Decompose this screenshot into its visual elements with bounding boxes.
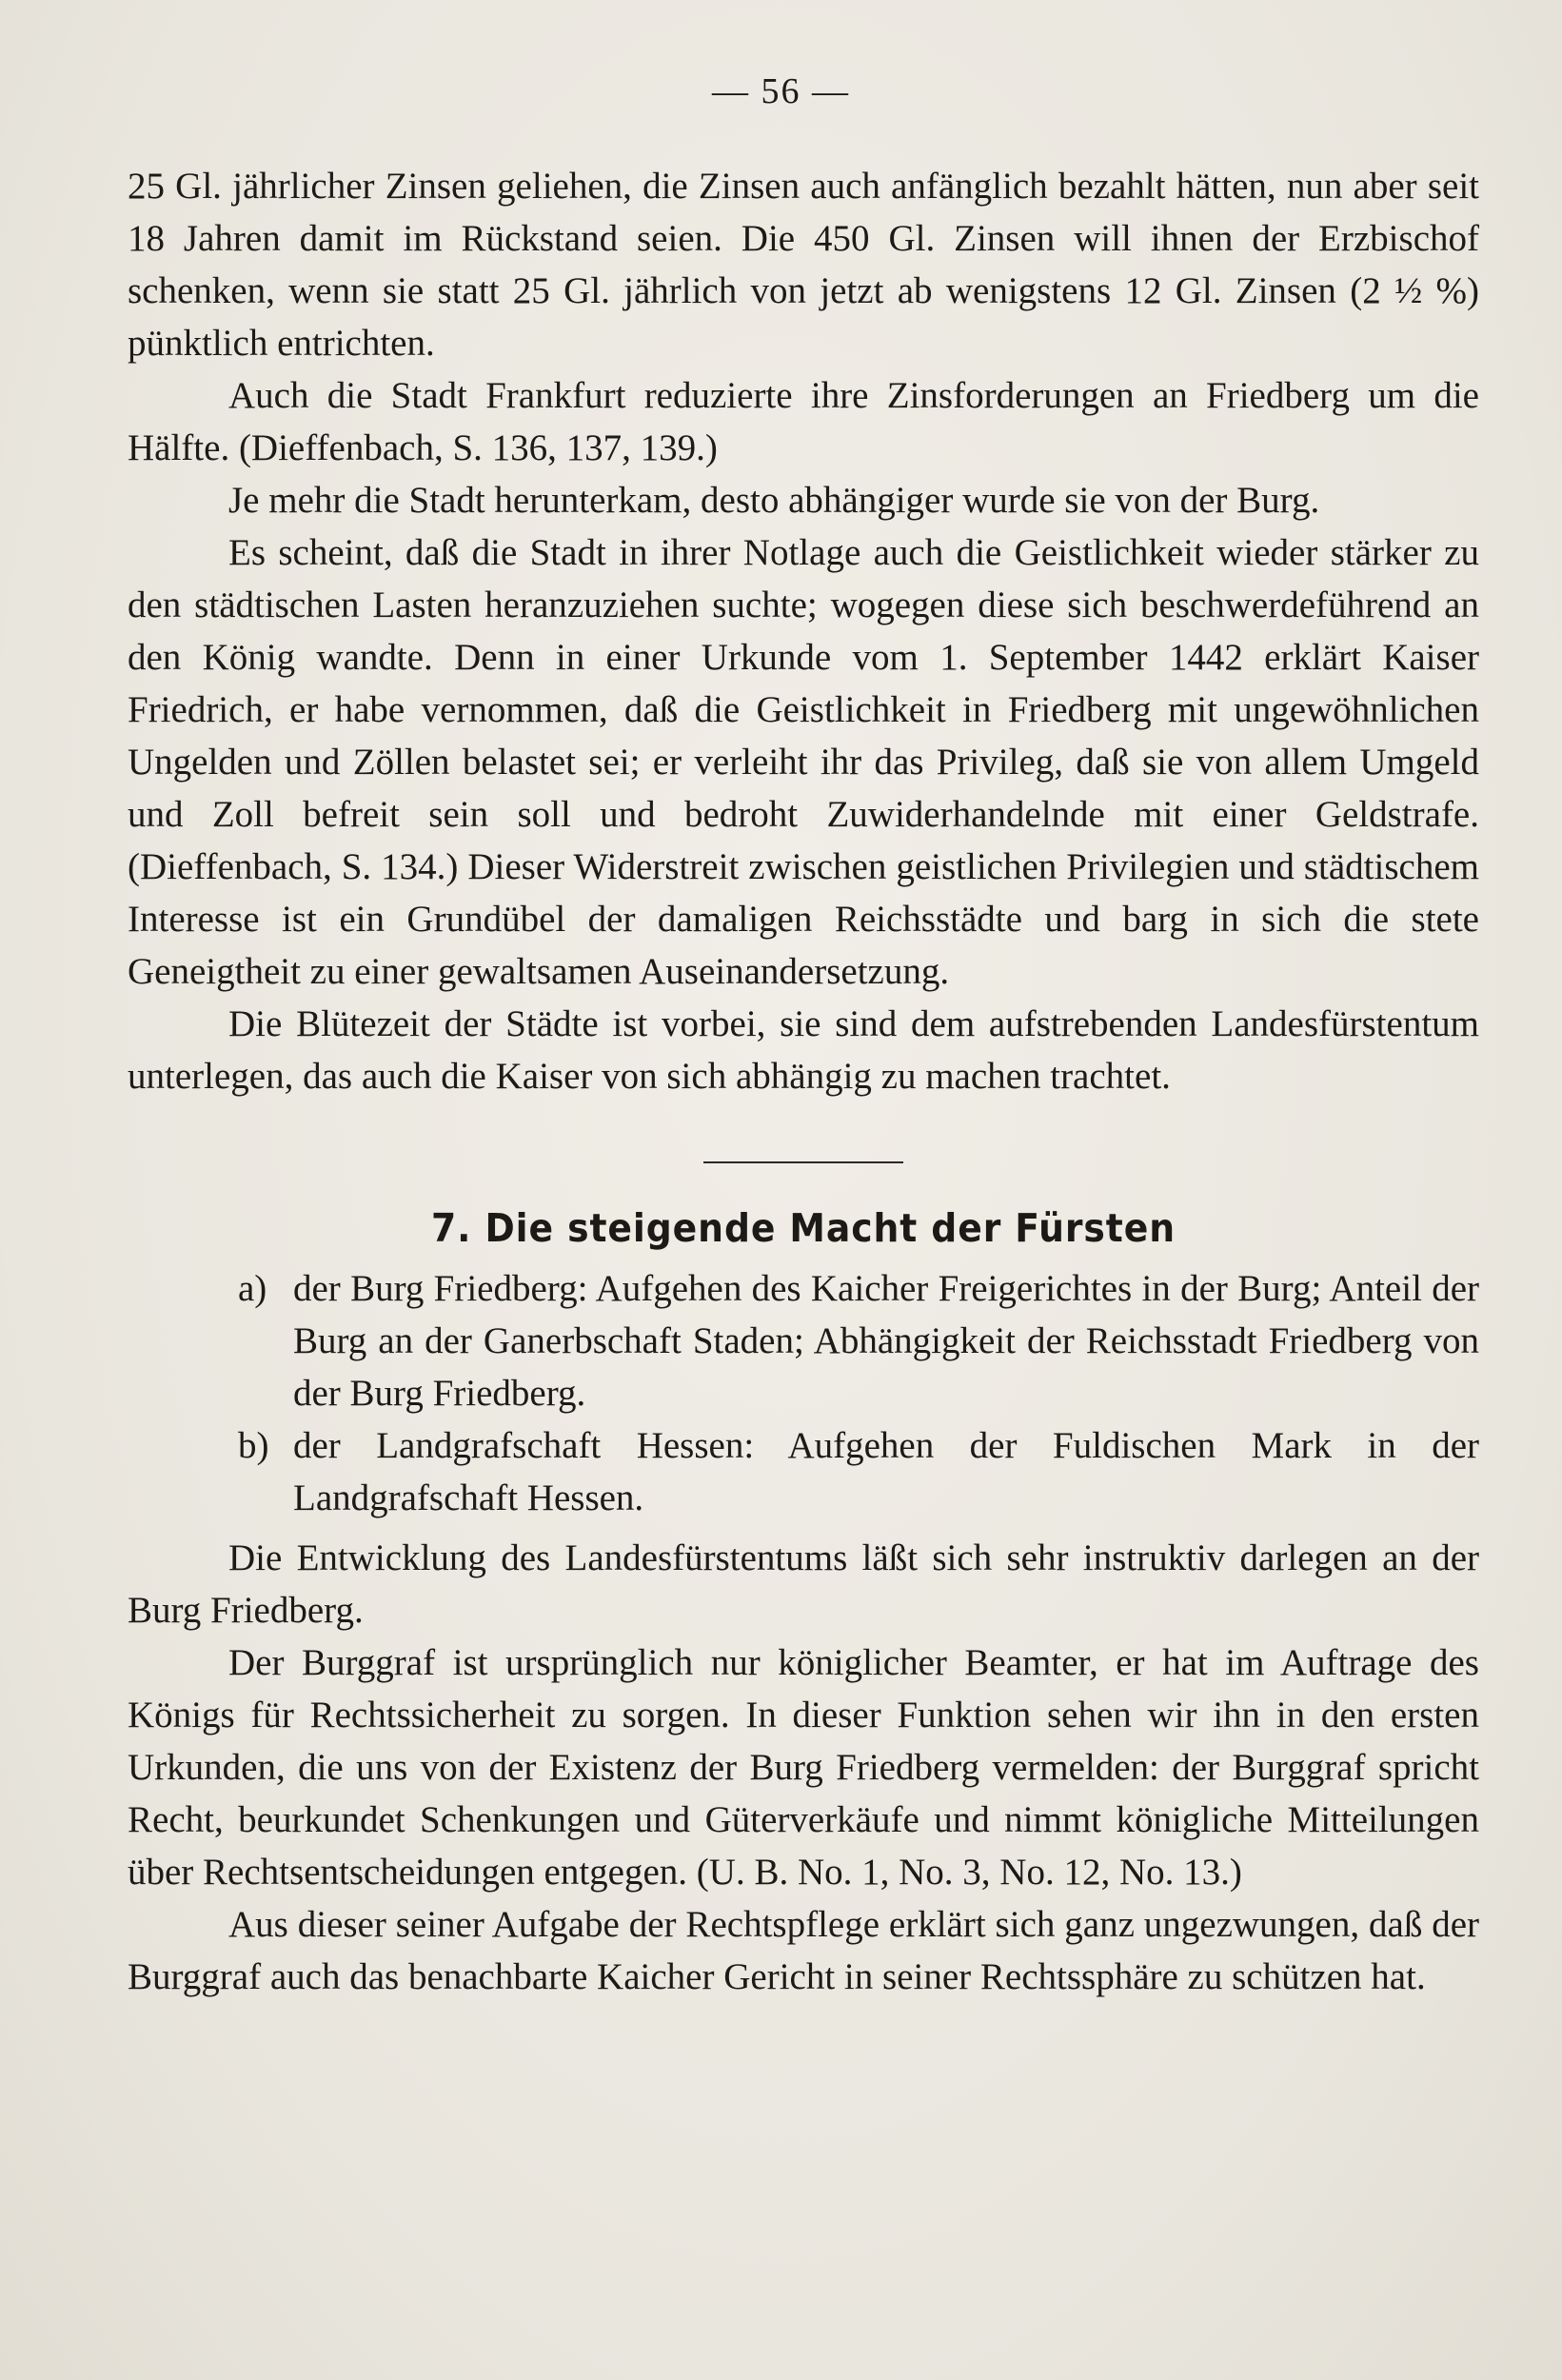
list-marker: b) <box>238 1425 269 1466</box>
section-heading: 7. Die steigende Macht der Fürsten <box>430 1205 1176 1251</box>
spacer <box>128 1524 1479 1532</box>
list-item-b <box>238 1419 1479 1524</box>
paragraph: Auch die Stadt Frankfurt reduzierte ihre Zinsforderungen an Friedberg um die Hälfte. (Dieffenbach, S. 136, 137, 139.) <box>128 375 1479 468</box>
list-item-text: der Burg Friedberg: Aufgehen des Kaicher Freigerichtes in der Burg; Anteil der Burg an der Ganerbschaft Staden; Abhängigkeit der Reichsstadt Friedberg von der Burg Friedberg. <box>293 1268 1479 1414</box>
page-number: — 56 — <box>712 71 850 111</box>
paragraph: Je mehr die Stadt herunterkam, desto abhängiger wurde sie von der Burg. <box>228 480 1320 521</box>
list-item-a <box>238 1262 1479 1419</box>
section-divider <box>703 1161 903 1163</box>
paragraph: 25 Gl. jährlicher Zinsen geliehen, die Zinsen auch anfänglich bezahlt hätten, nun aber seit 18 Jahren damit im Rückstand seien. Die 450 Gl. Zinsen will ihnen der Erzbischof schenken, wenn sie statt 25 Gl. jährlich von jetzt ab wenigstens 12 Gl. Zinsen (2 ½ %) pünktlich entrichten. <box>128 166 1479 364</box>
list-item-text: der Landgrafschaft Hessen: Aufgehen der Fuldischen Mark in der Landgrafschaft Hessen. <box>293 1425 1479 1518</box>
paragraph: Die Blütezeit der Städte ist vorbei, sie sind dem aufstrebenden Landesfürstentum unterlegen, das auch die Kaiser von sich abhängig zu machen trachtet. <box>128 1003 1479 1097</box>
list-marker: a) <box>238 1268 267 1309</box>
paragraph: Aus dieser seiner Aufgabe der Rechtspflege erklärt sich ganz ungezwungen, daß der Burggraf auch das benachbarte Kaicher Gericht in seiner Rechtssphäre zu schützen hat. <box>128 1904 1479 1997</box>
paragraph: Es scheint, daß die Stadt in ihrer Notlage auch die Geistlichkeit wieder stärker zu den städtischen Lasten heranzuziehen suchte; wogegen diese sich beschwerdeführend an den König wandte. Denn in einer Urkunde vom 1. September 1442 erklärt Kaiser Friedrich, er habe vernommen, daß die Geistlichkeit in Friedberg mit ungewöhnlichen Ungelden und Zöllen belastet sei; er verleiht ihr das Privileg, daß sie von allem Umgeld und Zoll befreit sein soll und bedroht Zuwiderhandelnde mit einer Geldstrafe. (Dieffenbach, S. 134.) Dieser Widerstreit zwischen geistlichen Privilegien und städtischem Interesse ist ein Grundübel der damaligen Reichsstädte und barg in sich die stete Geneigtheit zu einer gewaltsamen Auseinandersetzung. <box>128 532 1479 992</box>
page-body <box>128 160 1479 2003</box>
paragraph: Der Burggraf ist ursprünglich nur königlicher Beamter, er hat im Auftrage des Königs für Rechtssicherheit zu sorgen. In dieser Funktion sehen wir ihn in den ersten Urkunden, die uns von der Existenz der Burg Friedberg vermelden: der Burggraf spricht Recht, beurkundet Schenkungen und Güterverkäufe und nimmt königliche Mitteilungen über Rechtsentscheidungen entgegen. (U. B. No. 1, No. 3, No. 12, No. 13.) <box>128 1642 1479 1893</box>
paragraph: Die Entwicklung des Landesfürstentums läßt sich sehr instruktiv darlegen an der Burg Friedberg. <box>128 1537 1479 1631</box>
